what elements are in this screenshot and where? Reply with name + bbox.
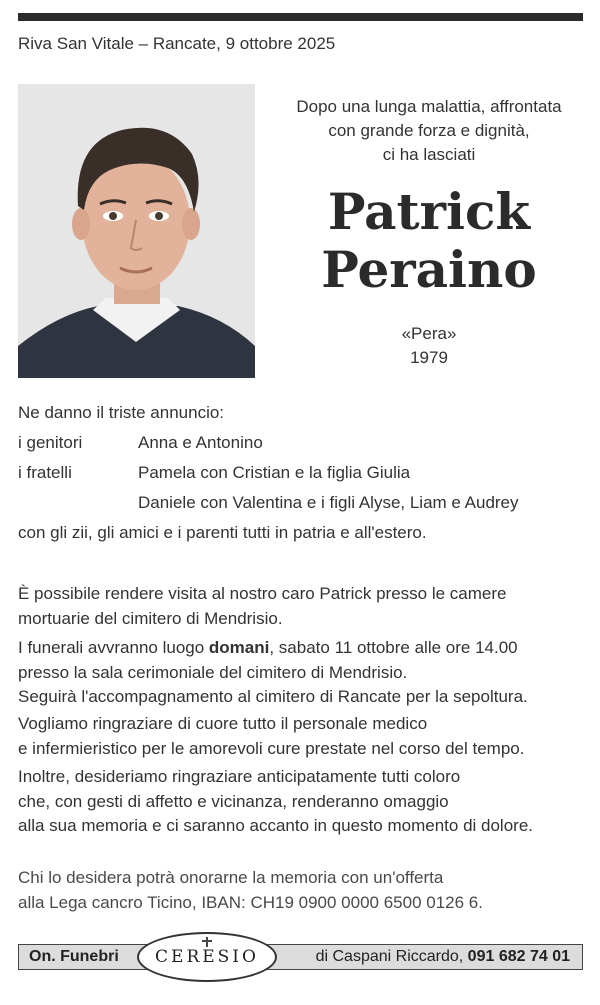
donation-paragraph — [18, 866, 588, 915]
portrait-photo — [18, 84, 255, 378]
thanks-line: e infermieristico per le amorevoli cure prestate nel corso del tempo. — [18, 738, 525, 758]
relative-names: Pamela con Cristian e la figlia Giulia — [138, 463, 411, 482]
intro-text — [270, 95, 588, 167]
funeral-line: presso la sala cerimoniale del cimitero di Mendrisio. — [18, 662, 408, 682]
donation-line: alla Lega cancro Ticino, IBAN: CH19 0900 0000 6500 0126 6. — [18, 892, 483, 912]
deceased-name — [270, 183, 588, 299]
first-name: Patrick — [327, 182, 531, 241]
thanks-all-paragraph — [18, 765, 588, 839]
thanks-line: alla sua memoria e ci saranno accanto in questo momento di dolore. — [18, 816, 534, 835]
relative-role: i genitori — [18, 433, 83, 452]
nickname: «Pera» — [401, 324, 457, 343]
funeral-line: Seguirà l'accompagnamento al cimitero di Rancate per la sepoltura. — [18, 687, 528, 706]
relative-names: Daniele con Valentina e i figli Alyse, Liam e Audrey — [138, 493, 519, 512]
announcement-lead: Ne danno il triste annuncio: — [18, 403, 225, 422]
funeral-line — [18, 636, 588, 661]
birth-year: 1979 — [410, 348, 448, 367]
place-date: Riva San Vitale – Rancate, 9 ottobre 2025 — [18, 34, 336, 53]
funeral-home-phone: 091 682 74 01 — [467, 948, 570, 965]
announcement-closing: con gli zii, gli amici e i parenti tutti in patria e all'estero. — [18, 523, 427, 542]
funeral-home-label: On. Funebri — [29, 948, 119, 965]
portrait-illustration — [18, 84, 255, 378]
top-rule — [18, 13, 583, 21]
visit-line: È possibile rendere visita al nostro caro Patrick presso le camere — [18, 584, 507, 603]
visit-paragraph — [18, 582, 588, 631]
intro-line: con grande forza e dignità, — [328, 121, 530, 140]
thanks-line: che, con gesti di affetto e vicinanza, renderanno omaggio — [18, 791, 449, 811]
funeral-home-owner: di Caspani Riccardo, — [315, 948, 468, 965]
funeral-day: domani — [208, 638, 270, 657]
donation-line: Chi lo desidera potrà onorarne la memoria con un'offerta — [18, 868, 444, 887]
funeral-text: I funerali avvranno luogo — [18, 638, 209, 657]
funeral-text: , sabato 11 ottobre alle ore 14.00 — [269, 638, 518, 657]
relative-role: i fratelli — [18, 463, 72, 482]
logo-text: CERESIO — [155, 947, 259, 967]
visit-line: mortuarie del cimitero di Mendrisio. — [18, 608, 283, 628]
thanks-staff-paragraph — [18, 712, 588, 761]
thanks-line: Inoltre, desideriamo ringraziare anticipatamente tutti coloro — [18, 767, 461, 786]
funeral-home-bar — [18, 944, 583, 970]
thanks-line: Vogliamo ringraziare di cuore tutto il personale medico — [18, 714, 428, 733]
relative-names: Anna e Antonino — [138, 433, 263, 452]
intro-line: Dopo una lunga malattia, affrontata — [296, 97, 562, 116]
intro-line: ci ha lasciati — [382, 145, 476, 164]
cross-icon — [199, 937, 215, 947]
funeral-home-contact — [316, 948, 570, 966]
ceresio-logo — [137, 932, 277, 982]
last-name: Peraino — [321, 240, 537, 299]
funeral-paragraph — [18, 636, 588, 710]
